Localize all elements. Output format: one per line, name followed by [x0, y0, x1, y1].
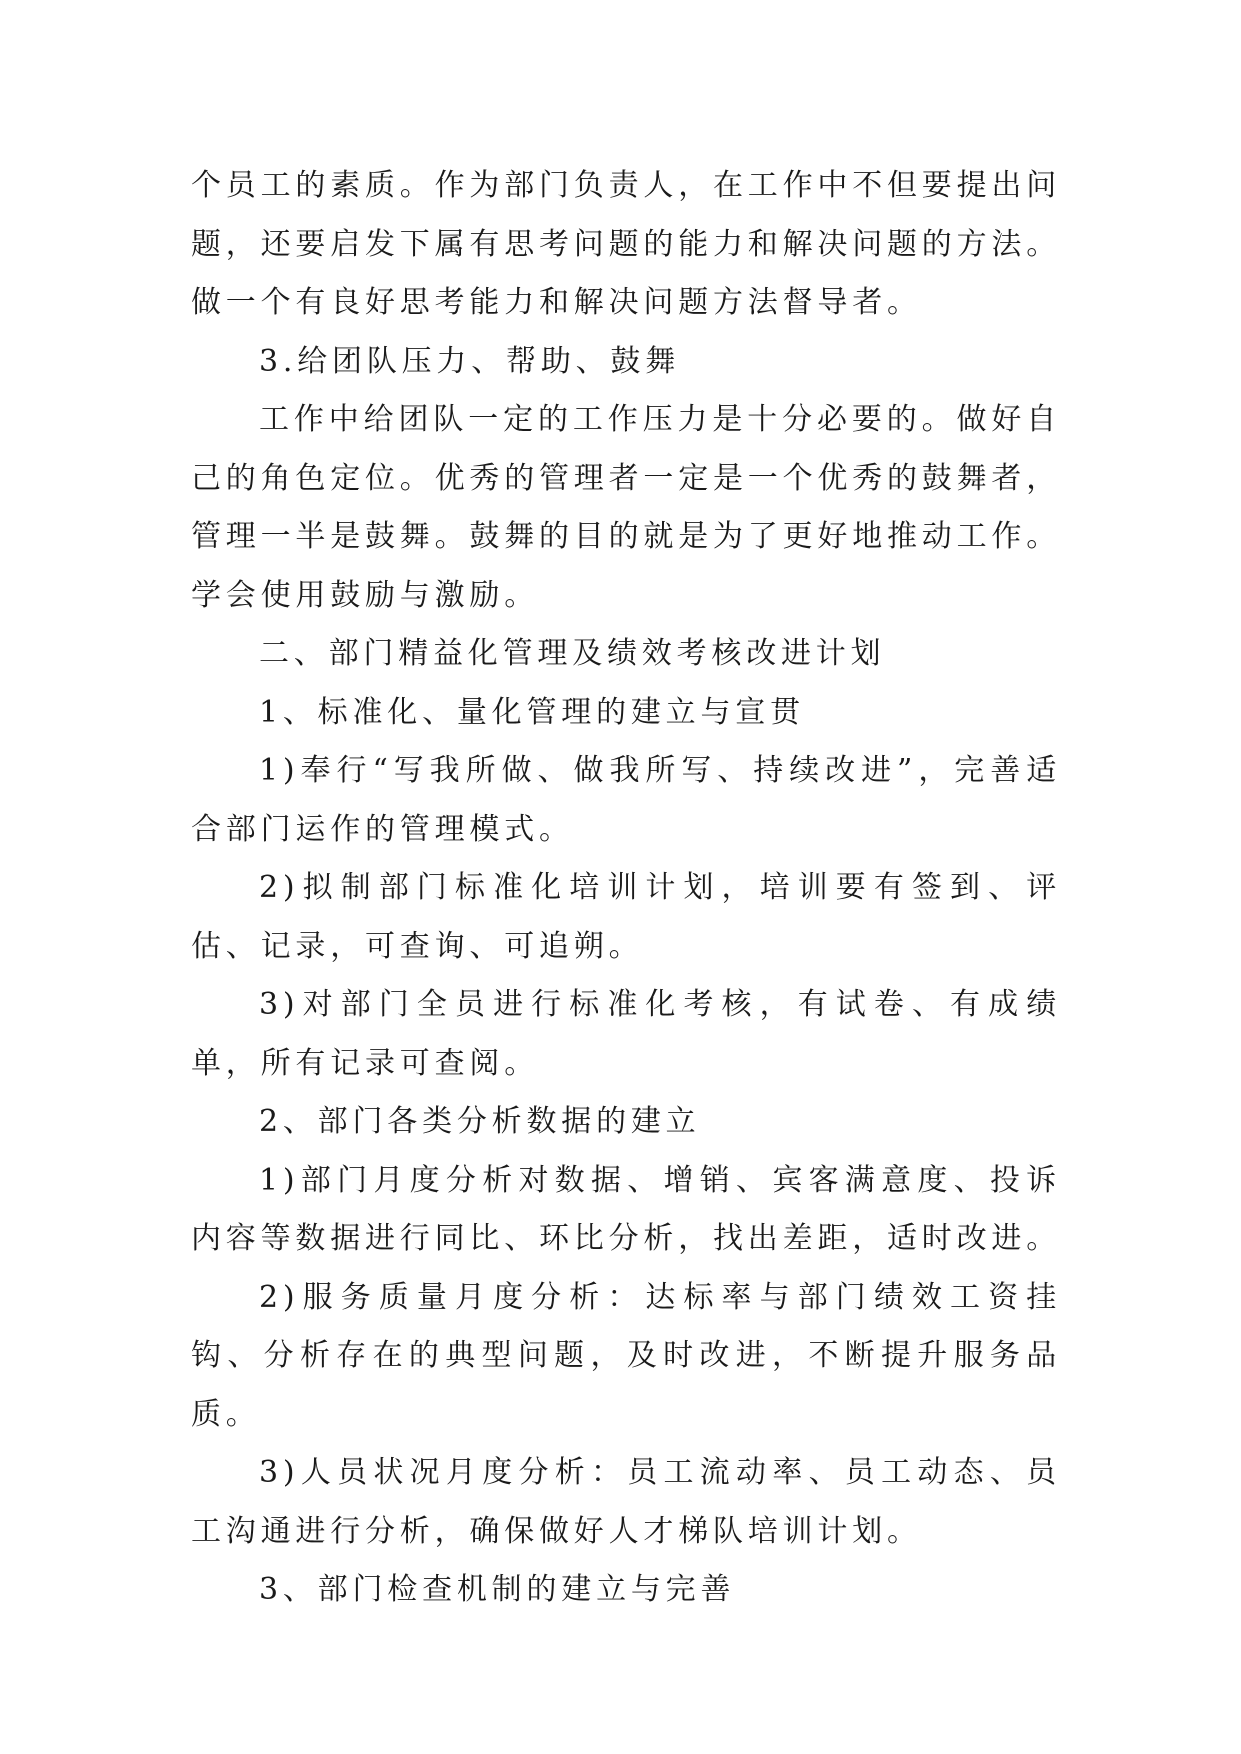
list-item-1-1: 1)奉行“写我所做、做我所写、持续改进”，完善适合部门运作的管理模式。 — [191, 753, 1061, 847]
paragraph-3: 工作中给团队一定的工作压力是十分必要的。做好自己的角色定位。优秀的管理者一定是一个优秀的鼓舞者，管理一半是鼓舞。鼓舞的目的就是为了更好地推动工作。学会使用鼓励与激励。 — [191, 402, 1061, 613]
document-body — [191, 157, 1061, 1620]
list-item-2-3: 3)人员状况月度分析：员工流动率、员工动态、员工沟通进行分析，确保做好人才梯队培训计划。 — [191, 1455, 1061, 1549]
subsection-heading-2: 2、部门各类分析数据的建立 — [259, 1104, 701, 1139]
subsection-heading-3: 3、部门检查机制的建立与完善 — [259, 1572, 736, 1607]
paragraph-2: 3.给团队压力、帮助、鼓舞 — [259, 343, 681, 379]
subsection-heading-1: 1、标准化、量化管理的建立与宣贯 — [259, 694, 805, 730]
list-item-2-1: 1)部门月度分析对数据、增销、宾客满意度、投诉内容等数据进行同比、环比分析，找出差距，适时改进。 — [191, 1162, 1061, 1256]
list-item-1-2: 2)拟制部门标准化培训计划，培训要有签到、评估、记录，可查询、可追朔。 — [191, 870, 1061, 964]
list-item-2-2: 2)服务质量月度分析：达标率与部门绩效工资挂钩、分析存在的典型问题，及时改进，不断提升服务品质。 — [191, 1279, 1061, 1432]
paragraph-1: 个员工的素质。作为部门负责人，在工作中不但要提出问题，还要启发下属有思考问题的能力和解决问题的方法。做一个有良好思考能力和解决问题方法督导者。 — [191, 168, 1061, 320]
list-item-1-3: 3)对部门全员进行标准化考核，有试卷、有成绩单，所有记录可查阅。 — [191, 987, 1061, 1081]
section-heading: 二、部门精益化管理及绩效考核改进计划 — [259, 636, 886, 671]
